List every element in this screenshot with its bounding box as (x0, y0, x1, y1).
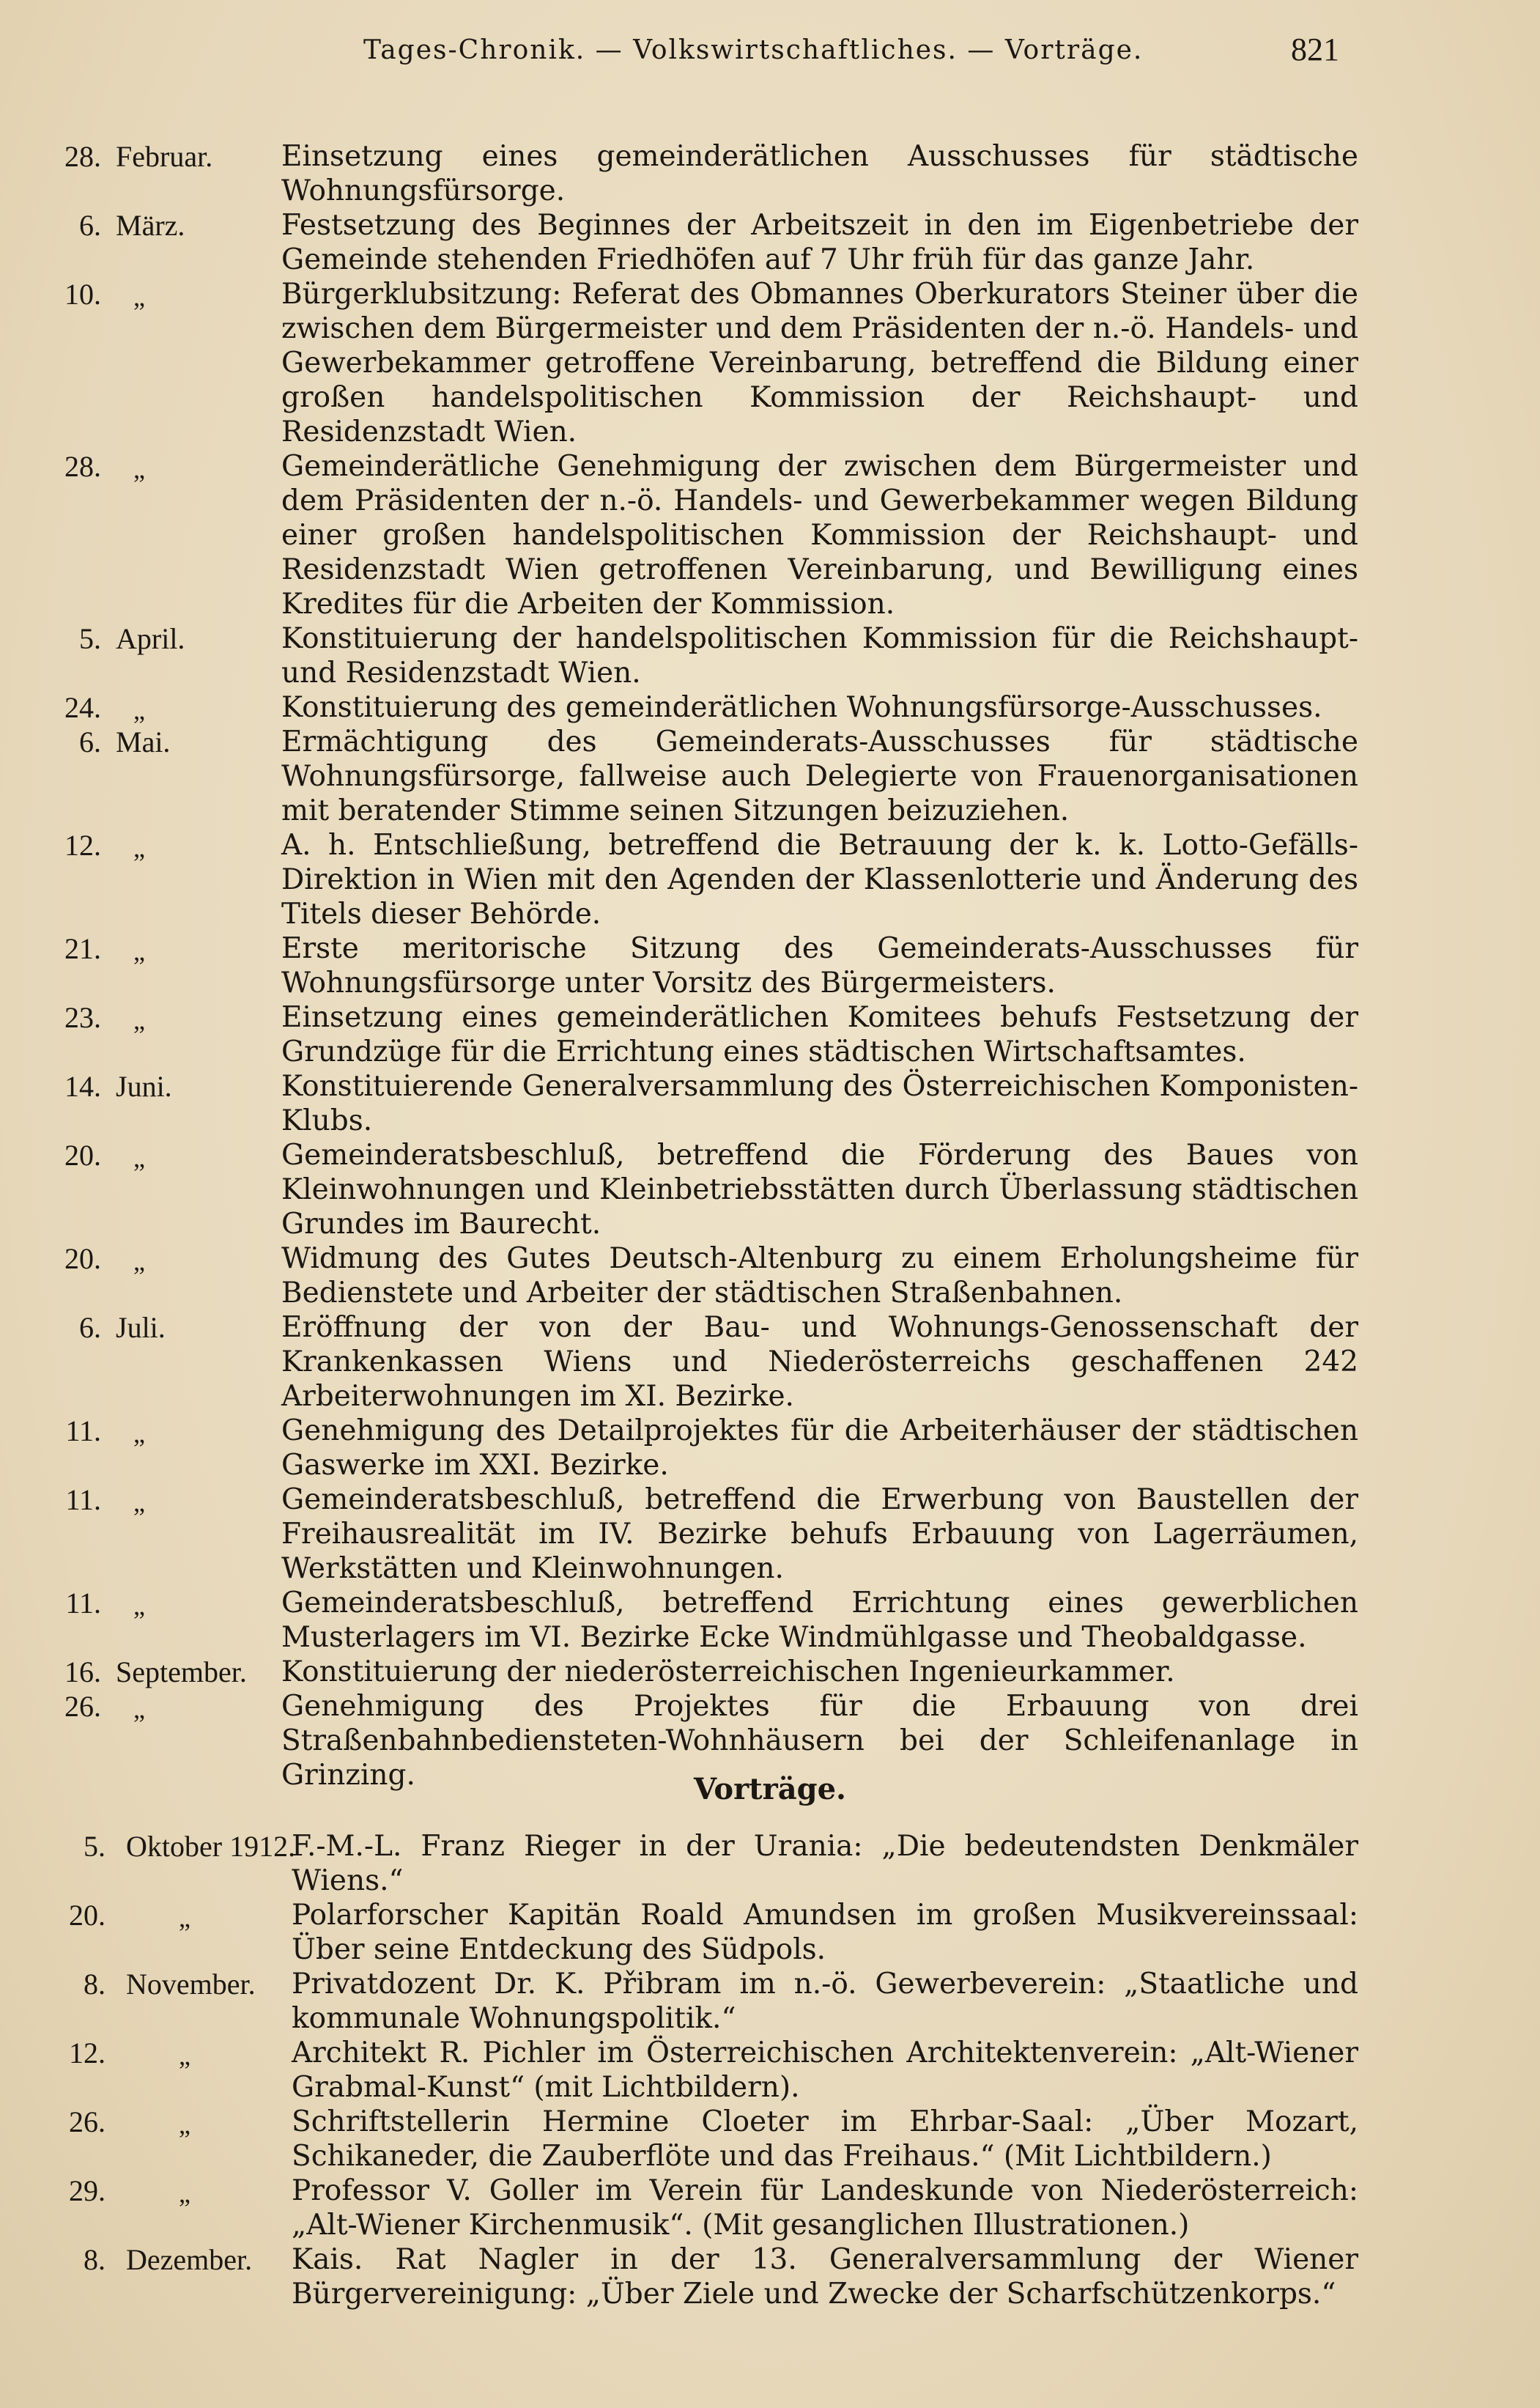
entry-text: Konstituierung der niederösterreichischen Ingenieurkammer. (281, 1655, 1175, 1688)
ditto-mark: „ (179, 2041, 190, 2070)
entry-day: 5. (79, 622, 101, 655)
chronicle-entry (0, 1586, 1540, 1655)
ditto-mark: „ (133, 1488, 145, 1517)
entry-month: Juni. (116, 1070, 172, 1103)
entry-text: Professor V. Goller im Verein für Landeskunde von Niederösterreich: „Alt-Wiener Kirchenmusik“. (Mit gesanglichen Illustrationen.) (292, 2174, 1358, 2242)
entry-day: 12. (69, 2036, 105, 2069)
ditto-mark: „ (133, 937, 145, 966)
entry-day: 6. (79, 209, 101, 242)
chronicle-entry (0, 1482, 1540, 1586)
ditto-mark: „ (133, 282, 145, 311)
entry-text: Gemeinderatsbeschluß, betreffend Errichtung eines gewerblichen Musterlagers im VI. Bezirke Ecke Windmühlgasse und Theobaldgasse. (281, 1587, 1358, 1654)
entry-text: Erste meritorische Sitzung des Gemeinderats-Ausschusses für Wohnungsfürsorge unter Vorsitz des Bürgermeisters. (281, 932, 1358, 1000)
entry-day: 14. (64, 1070, 101, 1103)
chronicle-list (0, 139, 1540, 1792)
entry-text: Einsetzung eines gemeinderätlichen Ausschusses für städtische Wohnungsfürsorge. (281, 140, 1358, 207)
entry-day: 11. (65, 1414, 101, 1447)
entry-month: April. (116, 622, 185, 655)
section-title-talks: Vorträge. (694, 1772, 846, 1806)
entry-day: 28. (64, 450, 101, 483)
entry-month: November. (126, 1968, 256, 2001)
ditto-mark: „ (133, 1694, 145, 1724)
entry-day: 6. (79, 725, 101, 758)
talks-list (0, 1829, 1540, 2311)
ditto-mark: „ (133, 1419, 145, 1448)
entry-day: 8. (84, 2243, 105, 2276)
entry-day: 26. (69, 2105, 105, 2138)
ditto-mark: „ (179, 2179, 190, 2208)
entry-day: 26. (64, 1690, 101, 1723)
entry-day: 21. (64, 932, 101, 965)
entry-text: Festsetzung des Beginnes der Arbeitszeit in den im Eigenbetriebe der Gemeinde stehenden Friedhöfen auf 7 Uhr früh für das ganze Jahr. (281, 209, 1358, 276)
talk-entry (0, 2242, 1540, 2311)
entry-text: Polarforscher Kapitän Roald Amundsen im großen Musikvereinssaal: Über seine Entdeckung des Südpols. (292, 1899, 1358, 1966)
ditto-mark: „ (133, 695, 145, 725)
chronicle-entry (0, 449, 1540, 621)
chronicle-entry (0, 1069, 1540, 1138)
entry-text: Eröffnung der von der Bau- und Wohnungs-Genossenschaft der Krankenkassen Wiens und Niederösterreichs geschaffenen 242 Arbeiterwohnungen im XI. Bezirke. (281, 1311, 1358, 1413)
chronicle-entry (0, 139, 1540, 208)
chronicle-entry (0, 1241, 1540, 1310)
page-number: 821 (1291, 32, 1339, 67)
entry-text: Gemeinderatsbeschluß, betreffend die Förderung des Baues von Kleinwohnungen und Kleinbetriebsstätten durch Überlassung städtischen Grundes im Baurecht. (281, 1139, 1358, 1241)
chronicle-entry (0, 1310, 1540, 1414)
entry-text: Konstituierung des gemeinderätlichen Wohnungsfürsorge-Ausschusses. (281, 691, 1322, 724)
entry-text: Architekt R. Pichler im Österreichischen Architektenverein: „Alt-Wiener Grabmal-Kunst“ (mit Lichtbildern). (292, 2036, 1358, 2104)
entry-day: 28. (64, 140, 101, 173)
entry-day: 12. (64, 829, 101, 862)
talk-entry (0, 2174, 1540, 2242)
chronicle-entry (0, 277, 1540, 449)
ditto-mark: „ (179, 2110, 190, 2139)
entry-day: 24. (64, 691, 101, 724)
ditto-mark: „ (133, 833, 145, 863)
chronicle-entry (0, 208, 1540, 277)
entry-month: Juli. (116, 1311, 166, 1344)
entry-month: Dezember. (126, 2243, 253, 2276)
chronicle-entry (0, 931, 1540, 1000)
running-header (0, 32, 1540, 79)
entry-day: 8. (84, 1968, 105, 2001)
entry-day: 6. (79, 1311, 101, 1344)
entry-day: 11. (65, 1587, 101, 1620)
entry-text: Kais. Rat Nagler in der 13. Generalversammlung der Wiener Bürgervereinigung: „Über Ziele und Zwecke der Scharfschützenkorps.“ (292, 2243, 1358, 2311)
entry-text: F.-M.-L. Franz Rieger in der Urania: „Die bedeutendsten Denkmäler Wiens.“ (292, 1830, 1358, 1897)
entry-day: 20. (64, 1139, 101, 1172)
entry-day: 20. (69, 1899, 105, 1932)
entry-day: 16. (64, 1655, 101, 1688)
talk-entry (0, 1898, 1540, 1967)
ditto-mark: „ (133, 1143, 145, 1172)
chronicle-entry (0, 1138, 1540, 1241)
entry-text: Privatdozent Dr. K. Přibram im n.-ö. Gewerbeverein: „Staatliche und kommunale Wohnungspolitik.“ (292, 1968, 1358, 2035)
chronicle-entry (0, 1414, 1540, 1482)
ditto-mark: „ (179, 1903, 190, 1932)
entry-text: Genehmigung des Projektes für die Erbauung von drei Straßenbahnbediensteten-Wohnhäusern bei der Schleifenanlage in Grinzing. (281, 1690, 1358, 1792)
entry-text: Bürgerklubsitzung: Referat des Obmannes Oberkurators Steiner über die zwischen dem Bürgermeister und dem Präsidenten der n.-ö. Handels- und Gewerbekammer getroffene Vereinbarung, betreffend die Bildung einer großen handelspolitischen Kommission der Reichshaupt- und Residenzstadt Wien. (281, 278, 1358, 448)
chronicle-entry (0, 690, 1540, 725)
chronicle-entry (0, 725, 1540, 828)
entry-day: 5. (84, 1830, 105, 1863)
entry-text: Konstituierende Generalversammlung des Österreichischen Komponisten-Klubs. (281, 1070, 1358, 1137)
talk-entry (0, 2036, 1540, 2105)
entry-text: Einsetzung eines gemeinderätlichen Komitees behufs Festsetzung der Grundzüge für die Errichtung eines städtischen Wirtschaftsamtes. (281, 1001, 1358, 1068)
entry-day: 11. (65, 1483, 101, 1516)
entry-month: Februar. (116, 140, 213, 173)
ditto-mark: „ (133, 1247, 145, 1276)
talk-entry (0, 2105, 1540, 2174)
entry-day: 10. (64, 278, 101, 311)
chronicle-entry (0, 1655, 1540, 1689)
ditto-mark: „ (133, 1591, 145, 1620)
entry-text: Widmung des Gutes Deutsch-Altenburg zu einem Erholungsheime für Bedienstete und Arbeiter der städtischen Straßenbahnen. (281, 1242, 1358, 1310)
talk-entry (0, 1829, 1540, 1898)
entry-text: Schriftstellerin Hermine Cloeter im Ehrbar-Saal: „Über Mozart, Schikaneder, die Zauberflöte und das Freihaus.“ (Mit Lichtbildern.) (292, 2105, 1358, 2173)
ditto-mark: „ (133, 1005, 145, 1035)
entry-text: Gemeinderätliche Genehmigung der zwischen dem Bürgermeister und dem Präsidenten der n.-ö. Handels- und Gewerbekammer wegen Bildung einer großen handelspolitischen Kommission der Reichshaupt- und Residenzstadt Wien getroffenen Vereinbarung, und Bewilligung eines Kredites für die Arbeiten der Kommission. (281, 450, 1358, 621)
entry-text: Ermächtigung des Gemeinderats-Ausschusses für städtische Wohnungsfürsorge, fallweise auch Delegierte von Frauenorganisationen mit beratender Stimme seinen Sitzungen beizuziehen. (281, 725, 1358, 827)
chronicle-entry (0, 621, 1540, 690)
entry-text: Gemeinderatsbeschluß, betreffend die Erwerbung von Baustellen der Freihausrealität im IV. Bezirke behufs Erbauung von Lagerräumen, Werkstätten und Kleinwohnungen. (281, 1483, 1358, 1585)
entry-day: 29. (69, 2174, 105, 2207)
entry-month: September. (116, 1655, 247, 1688)
entry-text: Genehmigung des Detailprojektes für die Arbeiterhäuser der städtischen Gaswerke im XXI. Bezirke. (281, 1414, 1358, 1482)
entry-text: Konstituierung der handelspolitischen Kommission für die Reichshaupt- und Residenzstadt Wien. (281, 622, 1358, 690)
ditto-mark: „ (133, 454, 145, 484)
chronicle-entry (0, 828, 1540, 931)
chronicle-entry (0, 1000, 1540, 1069)
entry-month: März. (116, 209, 185, 242)
entry-month: Mai. (116, 725, 171, 758)
running-title: Tages-Chronik. — Volkswirtschaftliches. — Vorträge. (363, 35, 1144, 65)
entry-month: Oktober 1912. (126, 1830, 296, 1863)
entry-day: 23. (64, 1001, 101, 1034)
entry-text: A. h. Entschließung, betreffend die Betrauung der k. k. Lotto-Gefälls-Direktion in Wien mit den Agenden der Klassenlotterie und Änderung des Titels dieser Behörde. (281, 829, 1358, 931)
talk-entry (0, 1967, 1540, 2036)
entry-day: 20. (64, 1242, 101, 1275)
